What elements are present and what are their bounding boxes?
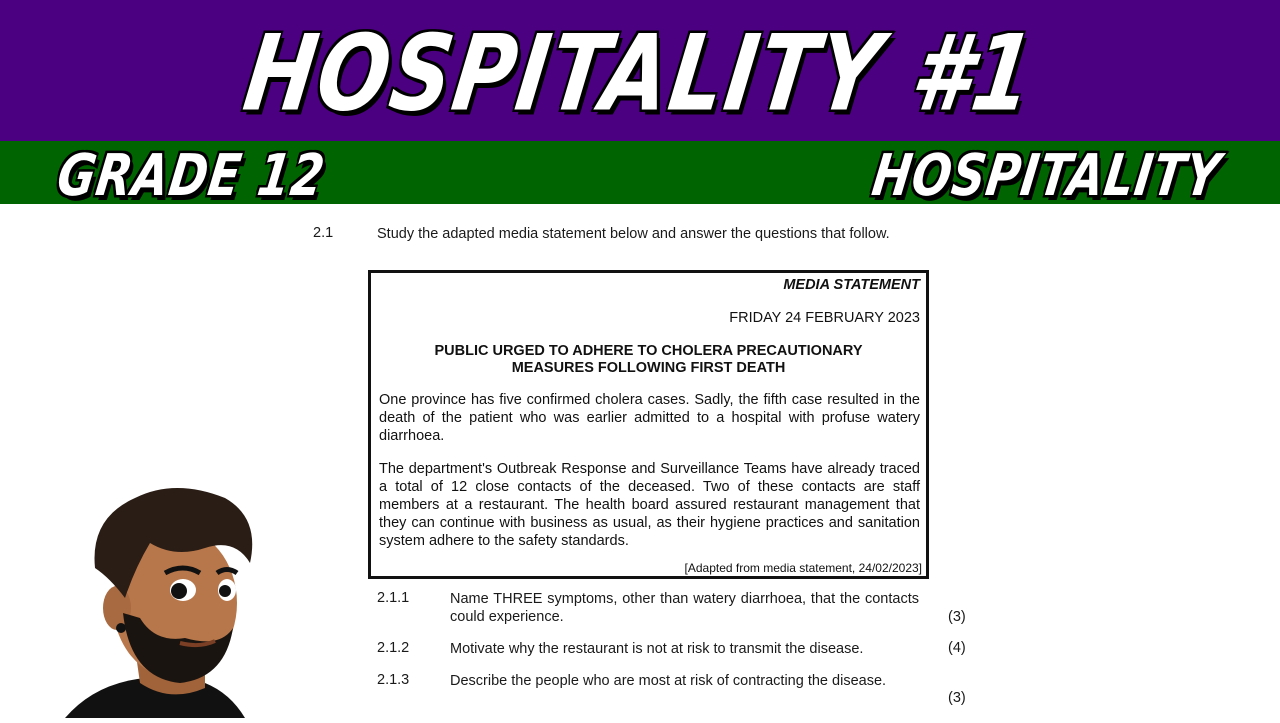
media-paragraph-2: The department's Outbreak Response and Surveillance Teams have already traced a total of 12 close contacts of the deceased. Two of these contacts are staff members at a restaurant. The health board assured restaurant management that they can continue with business as usual, as their hygiene practices and sanitation system adhere to the safety standards. bbox=[379, 461, 920, 549]
media-statement-box bbox=[368, 270, 929, 579]
sub-question-number: 2.1.1 bbox=[377, 590, 410, 606]
sub-question-number: 2.1.3 bbox=[377, 672, 410, 688]
media-statement-label: MEDIA STATEMENT bbox=[783, 277, 920, 293]
sub-question-text: Describe the people who are most at risk of contracting the disease. bbox=[450, 673, 887, 689]
grade-label: GRADE 12 bbox=[53, 141, 330, 209]
media-statement-date: FRIDAY 24 FEBRUARY 2023 bbox=[729, 310, 920, 326]
sub-question-text: Name THREE symptoms, other than watery diarrhoea, that the contacts could experience. bbox=[450, 591, 919, 625]
subject-label: HOSPITALITY bbox=[868, 141, 1225, 209]
media-paragraph-1: One province has five confirmed cholera cases. Sadly, the fifth case resulted in the death of the patient who was earlier admitted to a hospital with profuse watery diarrhoea. bbox=[379, 392, 920, 444]
sub-question-number: 2.1.2 bbox=[377, 640, 410, 656]
title-banner bbox=[0, 0, 1280, 141]
sub-question-marks: (4) bbox=[948, 640, 966, 656]
sub-question-text: Motivate why the restaurant is not at risk to transmit the disease. bbox=[450, 641, 864, 657]
headline-line-1: PUBLIC URGED TO ADHERE TO CHOLERA PRECAUTIONARY bbox=[434, 343, 863, 359]
question-number: 2.1 bbox=[313, 225, 334, 241]
headline-line-2: MEASURES FOLLOWING FIRST DEATH bbox=[511, 360, 786, 376]
question-instruction: Study the adapted media statement below and answer the questions that follow. bbox=[377, 226, 890, 242]
sub-question-marks: (3) bbox=[948, 609, 966, 625]
video-title: HOSPITALITY #1 bbox=[237, 11, 1043, 134]
media-source-citation: [Adapted from media statement, 24/02/2023] bbox=[684, 561, 922, 575]
sub-question-marks: (3) bbox=[948, 690, 966, 706]
media-statement-headline bbox=[371, 343, 926, 377]
presenter-avatar-icon bbox=[55, 478, 265, 718]
